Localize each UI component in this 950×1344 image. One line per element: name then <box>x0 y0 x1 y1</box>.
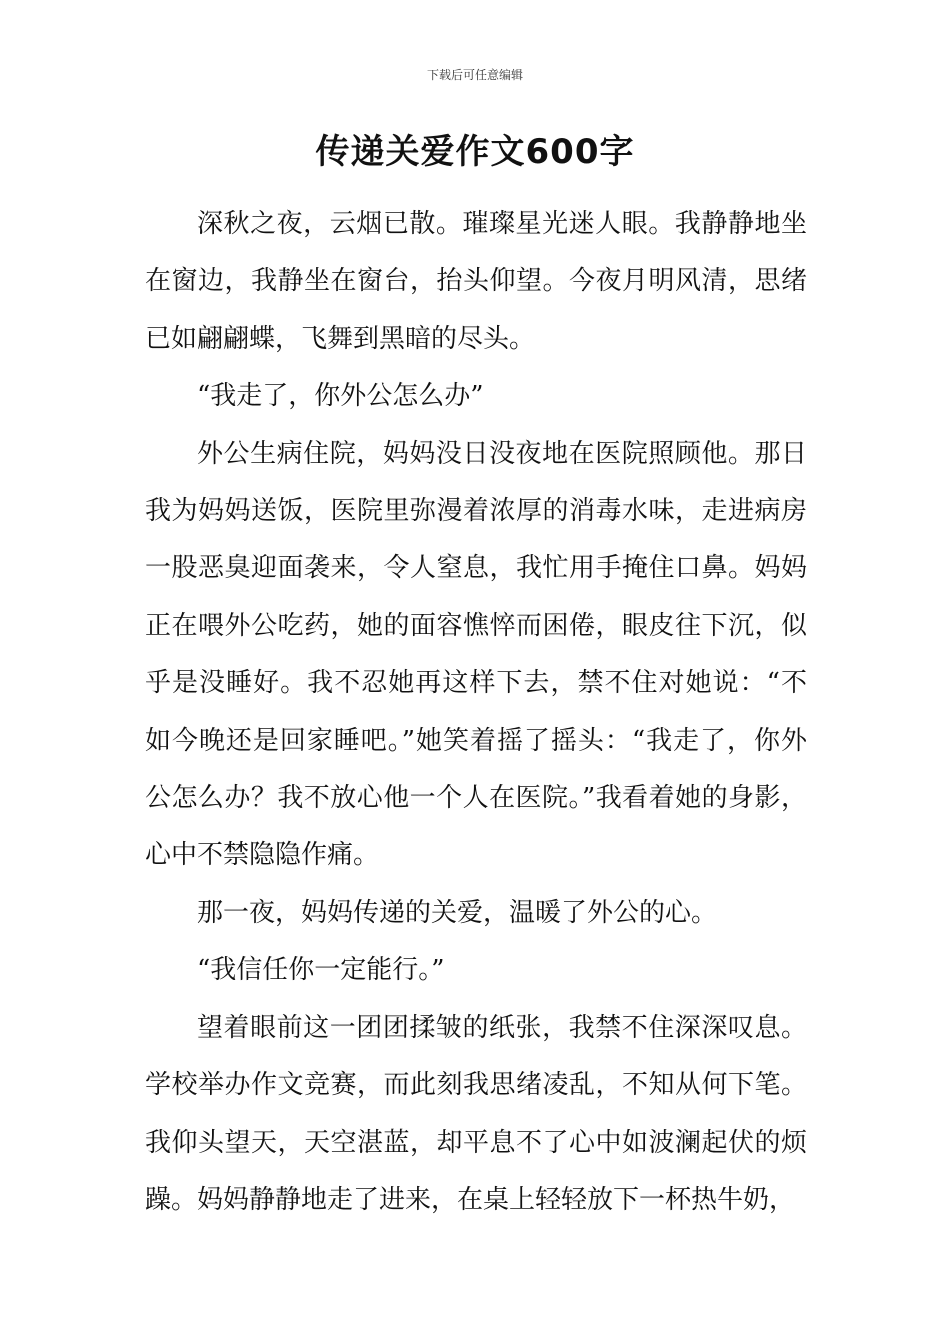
paragraph: “我信任你一定能行。” <box>197 955 445 986</box>
document-title: 传递关爱作文600字 <box>315 132 635 172</box>
paragraph: 望着眼前这一团团揉皱的纸张，我禁不住深深叹息。学校举办作文竞赛，而此刻我思绪凌乱，不知从何下笔。我仰头望天，天空湛蓝，却平息不了心中如波澜起伏的烦躁。妈妈静静地走了进来，在桌上轻轻放下一杯热牛奶， <box>145 1012 807 1215</box>
page-header-note: 下载后可任意编辑 <box>426 68 523 82</box>
paragraph: “我走了，你外公怎么办” <box>197 381 484 412</box>
paragraph: 外公生病住院，妈妈没日没夜地在医院照顾他。那日我为妈妈送饭，医院里弥漫着浓厚的消毒水味，走进病房一股恶臭迎面袭来，令人窒息，我忙用手掩住口鼻。妈妈正在喂外公吃药，她的面容憔悴而困倦，眼皮往下沉，似乎是没睡好。我不忍她再这样下去，禁不住对她说：“不如今晚还是回家睡吧。”她笑着摇了摇头：“我走了，你外公怎么办？我不放心他一个人在医院。”我看着她的身影，心中不禁隐隐作痛。 <box>145 438 807 871</box>
paragraph: 那一夜，妈妈传递的关爱，温暖了外公的心。 <box>197 897 718 928</box>
paragraph: 深秋之夜，云烟已散。璀璨星光迷人眼。我静静地坐在窗边，我静坐在窗台，抬头仰望。今夜月明风清，思绪已如翩翩蝶，飞舞到黑暗的尽头。 <box>145 209 807 354</box>
document-body <box>145 196 807 1229</box>
